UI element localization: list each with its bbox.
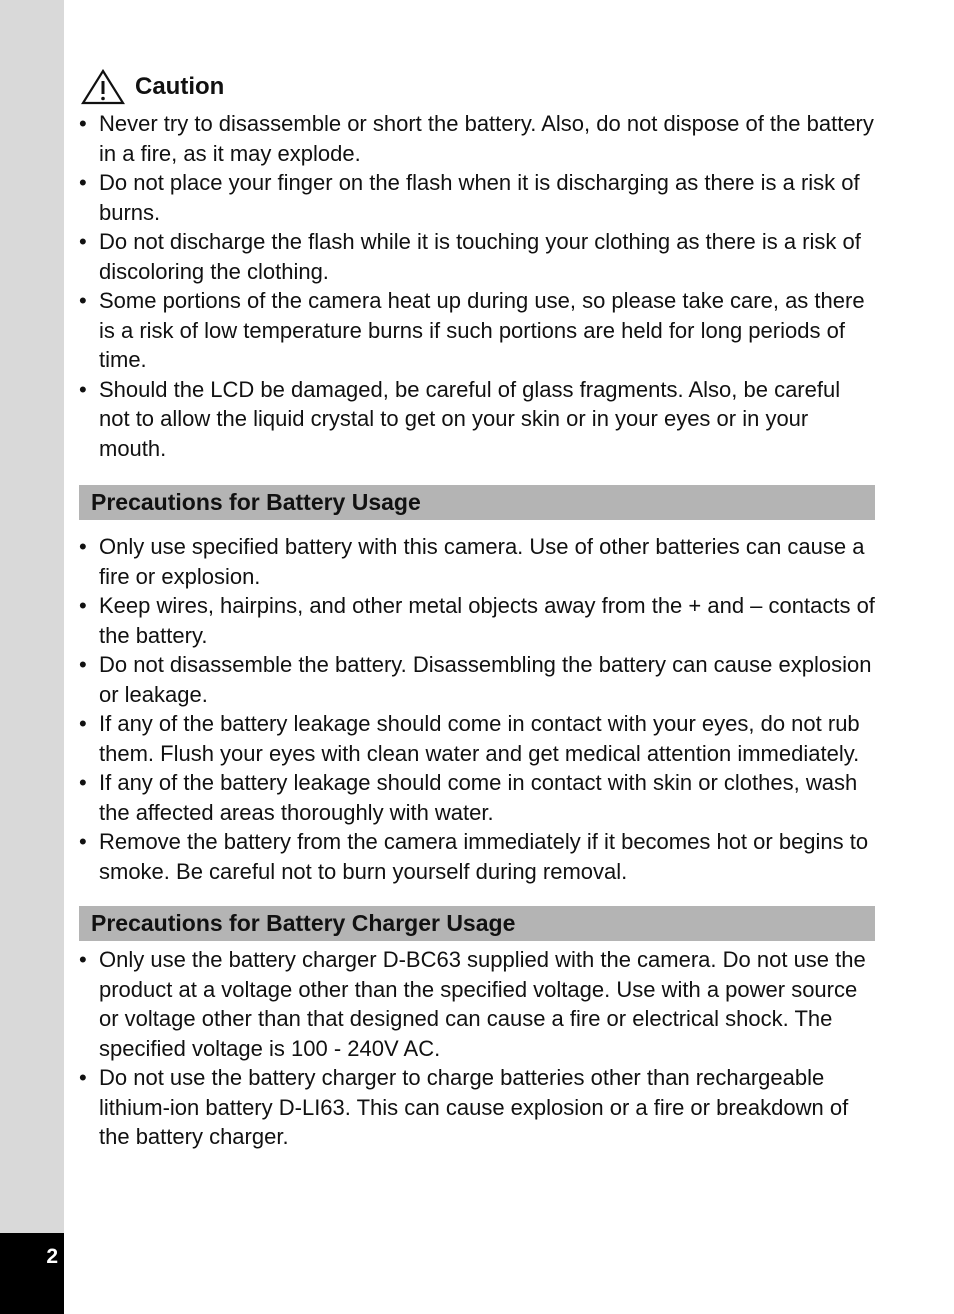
- page-number-box: [0, 1233, 64, 1314]
- caution-heading: [79, 68, 875, 106]
- battery-list: [79, 532, 875, 886]
- list-item: • Do not place your finger on the flash when it is discharging as there is a risk of burns.: [79, 168, 875, 227]
- side-strip: [0, 0, 64, 1314]
- list-item: • Only use the battery charger D-BC63 supplied with the camera. Do not use the product at a voltage other than the specified voltage. Use with a power source or voltage other than that designed can cause a fire or electrical shock. The specified voltage is 100 - 240V AC.: [79, 945, 875, 1063]
- list-item: • Do not disassemble the battery. Disassembling the battery can cause explosion or leakage.: [79, 650, 875, 709]
- battery-section-heading: Precautions for Battery Usage: [79, 485, 875, 520]
- charger-section-heading: Precautions for Battery Charger Usage: [79, 906, 875, 941]
- list-item: • Should the LCD be damaged, be careful of glass fragments. Also, be careful not to allow the liquid crystal to get on your skin or in your eyes or in your mouth.: [79, 375, 875, 464]
- list-item: • Remove the battery from the camera immediately if it becomes hot or begins to smoke. Be careful not to burn yourself during removal.: [79, 827, 875, 886]
- page-number: 2: [46, 1245, 58, 1268]
- list-item: • If any of the battery leakage should come in contact with your eyes, do not rub them. Flush your eyes with clean water and get medical attention immediately.: [79, 709, 875, 768]
- charger-list: [79, 945, 875, 1152]
- caution-list: [79, 109, 875, 463]
- list-item: • Only use specified battery with this camera. Use of other batteries can cause a fire or explosion.: [79, 532, 875, 591]
- list-item: • Do not discharge the flash while it is touching your clothing as there is a risk of discoloring the clothing.: [79, 227, 875, 286]
- page-content: [79, 68, 875, 1152]
- list-item: • If any of the battery leakage should come in contact with skin or clothes, wash the affected areas thoroughly with water.: [79, 768, 875, 827]
- caution-title: Caution: [135, 73, 225, 100]
- list-item: • Never try to disassemble or short the battery. Also, do not dispose of the battery in a fire, as it may explode.: [79, 109, 875, 168]
- list-item: • Do not use the battery charger to charge batteries other than rechargeable lithium-ion battery D-LI63. This can cause explosion or a fire or breakdown of the battery charger.: [79, 1063, 875, 1152]
- list-item: • Keep wires, hairpins, and other metal objects away from the + and – contacts of the battery.: [79, 591, 875, 650]
- list-item: • Some portions of the camera heat up during use, so please take care, as there is a risk of low temperature burns if such portions are held for long periods of time.: [79, 286, 875, 375]
- warning-triangle-icon: [81, 69, 125, 105]
